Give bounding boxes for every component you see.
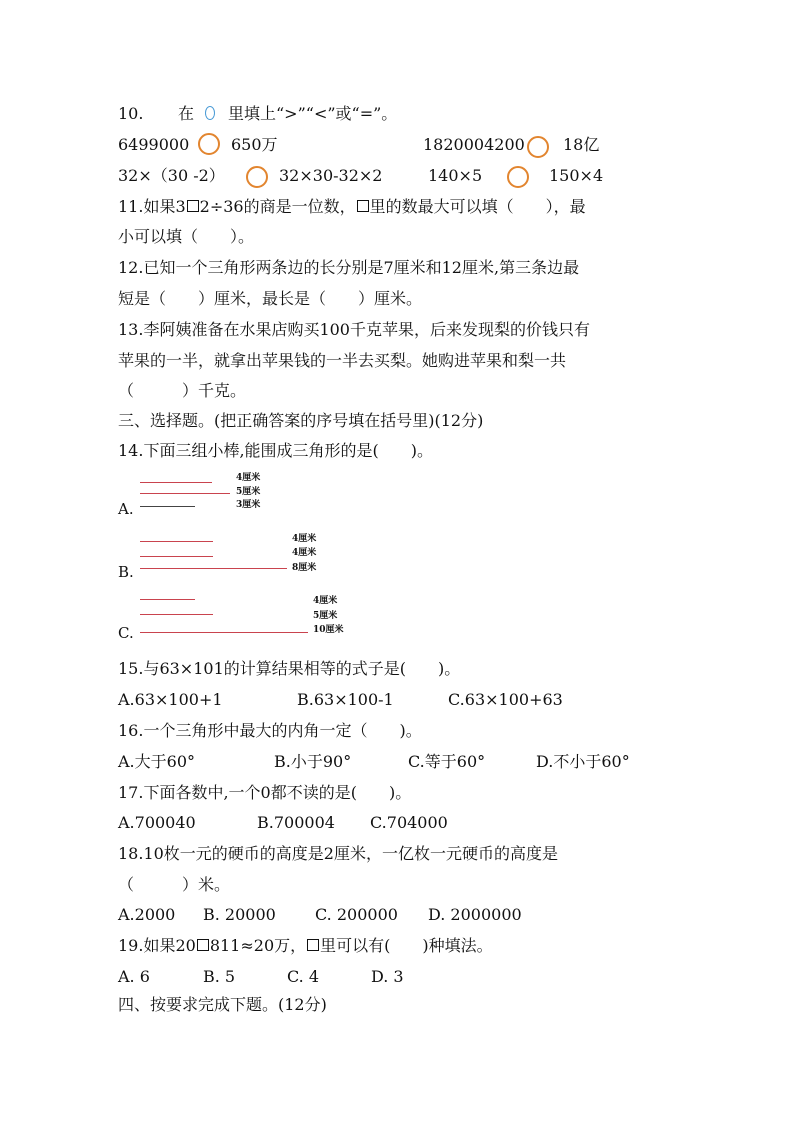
stick-b-1-label: 4厘米 [292,534,317,544]
q15-option-c[interactable]: C.63×100+63 [448,690,563,709]
q19-stem: 19.如果20 811≈20万， 里可以有( )种填法。 [118,936,493,955]
q14-option-a[interactable]: A. [118,500,134,518]
stick-c-2 [140,614,213,615]
compare-circle-4[interactable] [507,166,529,188]
q18-option-b[interactable]: B. 20000 [203,905,276,924]
q14-option-c[interactable]: C. [118,624,134,642]
q18-option-d[interactable]: D. 2000000 [428,905,522,924]
stick-b-3-label: 8厘米 [292,563,317,573]
q17-option-c[interactable]: C.704000 [370,813,448,832]
stick-a-1-label: 4厘米 [236,473,261,483]
stick-b-2 [140,556,213,557]
q13-line3: （ ）千克。 [118,381,247,400]
compare-circle-1[interactable] [198,133,220,155]
q16-option-a[interactable]: A.大于60° [118,752,196,771]
q15-option-b[interactable]: B.63×100-1 [297,690,394,709]
section-4-heading: 四、按要求完成下题。(12分) [118,995,327,1014]
q14-stem: 14.下面三组小棒,能围成三角形的是( )。 [118,441,434,460]
q16-option-b[interactable]: B.小于90° [274,752,352,771]
blank-square-icon [357,200,369,212]
compare-circle-2[interactable] [527,136,549,158]
q10-r2a-left: 32×（30 -2） [118,166,225,185]
q10-r2b-left: 140×5 [428,166,483,185]
q16-stem: 16.一个三角形中最大的内角一定（ )。 [118,721,422,740]
q15-stem: 15.与63×101的计算结果相等的式子是( )。 [118,659,461,678]
q18-line1: 18.10枚一元的硬币的高度是2厘米，一亿枚一元硬币的高度是 [118,844,558,863]
q17-stem: 17.下面各数中,一个0都不读的是( )。 [118,783,412,802]
stick-b-2-label: 4厘米 [292,548,317,558]
q10-prefix: 在 [178,104,195,123]
q10-r1b-right: 18亿 [563,135,600,154]
q11-line2: 小可以填（ ）。 [118,227,255,246]
stick-b-3 [140,568,287,569]
stick-c-3 [140,632,308,633]
stick-a-1 [140,482,212,483]
section-3-heading: 三、选择题。(把正确答案的序号填在括号里)(12分) [118,411,484,430]
q10-number: 10. [118,104,144,123]
blank-square-icon [187,200,199,212]
q10-r1b-left: 1820004200 [423,135,525,154]
q10-r1a-left: 6499000 [118,135,190,154]
q19-option-a[interactable]: A. 6 [118,967,150,986]
q17-option-a[interactable]: A.700040 [118,813,196,832]
q11-line1: 11.如果3 2÷36的商是一位数， 里的数最大可以填（ ），最 [118,197,586,216]
q19-option-c[interactable]: C. 4 [287,967,320,986]
q18-option-c[interactable]: C. 200000 [315,905,398,924]
q14-option-b[interactable]: B. [118,563,134,581]
q10-r2a-right: 32×30-32×2 [279,166,383,185]
stick-a-2 [140,493,230,494]
stick-a-3-label: 3厘米 [236,500,261,510]
q10-r2b-right: 150×4 [549,166,604,185]
q17-option-b[interactable]: B.700004 [257,813,335,832]
q10-instruction: 里填上“>”“<”或“=”。 [228,104,398,123]
compare-circle-3[interactable] [246,166,268,188]
stick-a-2-label: 5厘米 [236,487,261,497]
q12-line1: 12.已知一个三角形两条边的长分别是7厘米和12厘米,第三条边最 [118,258,580,277]
q15-option-a[interactable]: A.63×100+1 [118,690,223,709]
q13-line1: 13.李阿姨准备在水果店购买100千克苹果，后来发现梨的价钱只有 [118,320,590,339]
q19-option-b[interactable]: B. 5 [203,967,236,986]
q18-line2: （ ）米。 [118,875,231,894]
stick-c-1-label: 4厘米 [313,596,338,606]
stick-c-3-label: 10厘米 [313,625,344,635]
stick-b-1 [140,541,213,542]
blank-square-icon [307,939,319,951]
q16-option-c[interactable]: C.等于60° [408,752,486,771]
q18-option-a[interactable]: A.2000 [118,905,176,924]
stick-c-2-label: 5厘米 [313,611,338,621]
q12-line2: 短是（ ）厘米，最长是（ ）厘米。 [118,289,423,308]
q19-option-d[interactable]: D. 3 [371,967,404,986]
q13-line2: 苹果的一半，就拿出苹果钱的一半去买梨。她购进苹果和梨一共 [118,351,567,370]
blank-square-icon [197,939,209,951]
stick-c-1 [140,599,195,600]
stick-a-3 [140,506,195,507]
q10-r1a-right: 650万 [231,135,278,154]
small-circle-icon [205,106,215,120]
q16-option-d[interactable]: D.不小于60° [536,752,630,771]
